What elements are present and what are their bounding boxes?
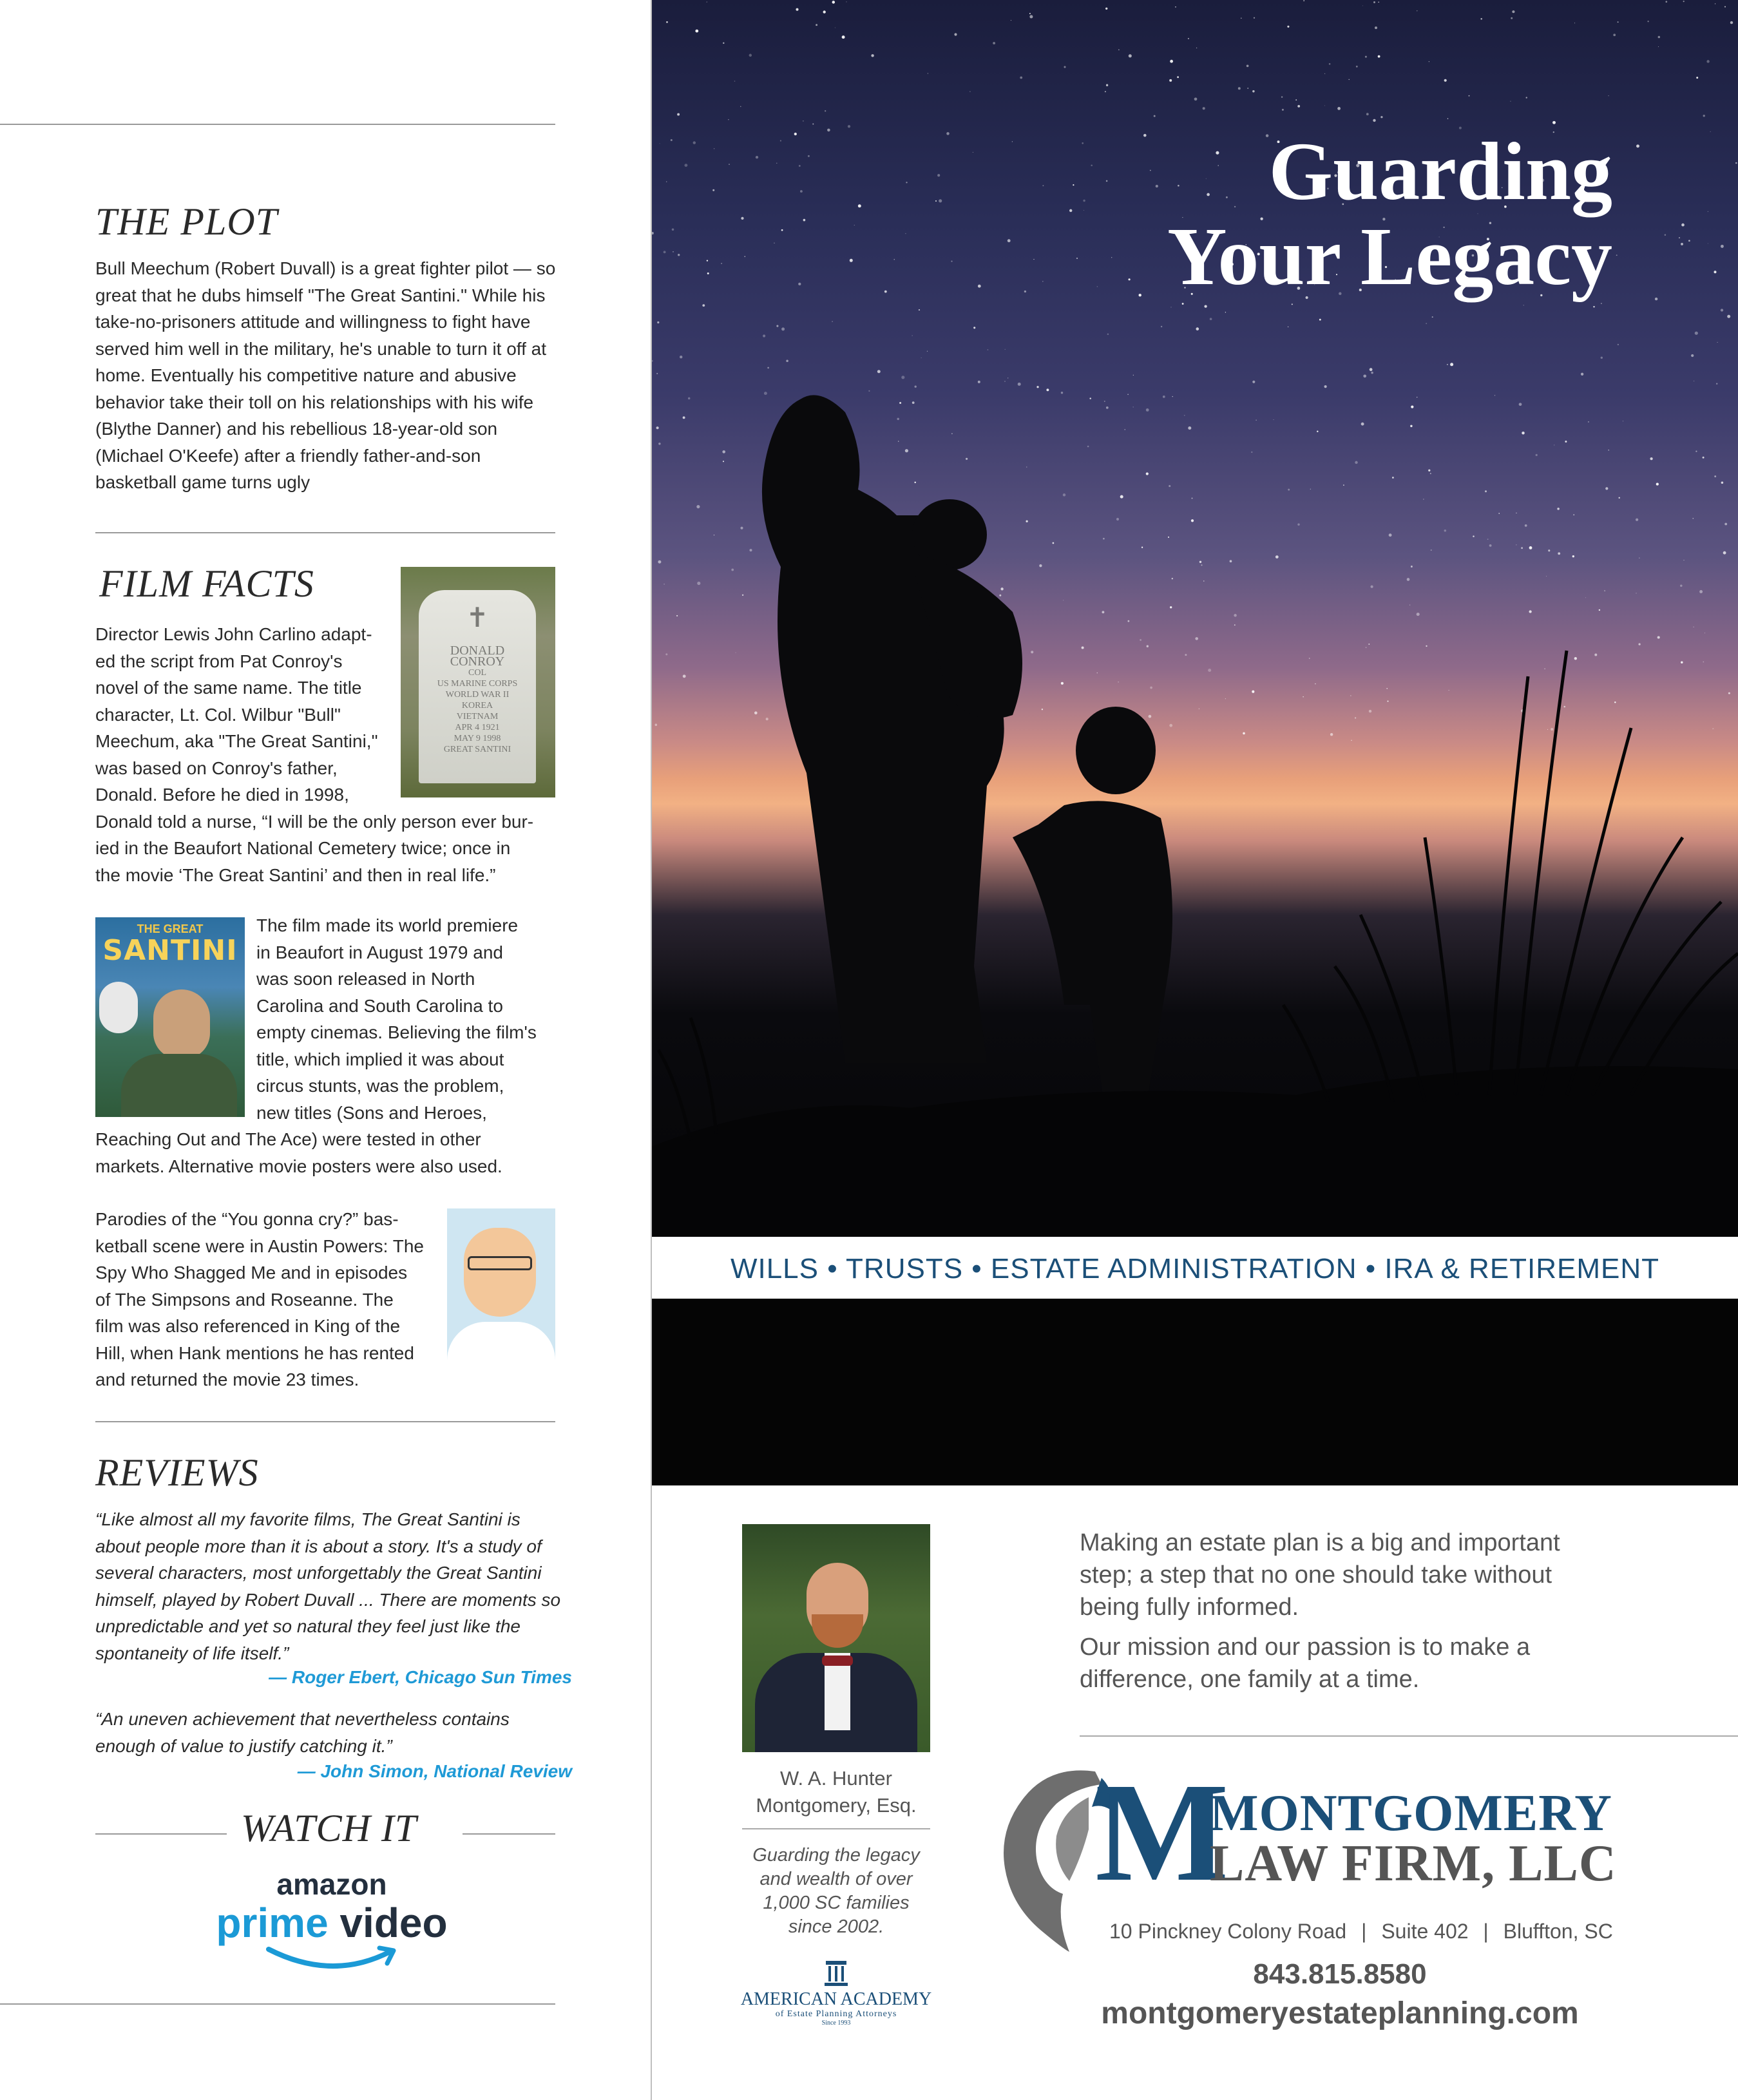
hero-headline: Guarding Your Legacy [1167,126,1612,302]
hank-hill-cartoon [447,1208,555,1385]
bottom-divider [0,2003,555,2005]
plot-heading: THE PLOT [95,200,278,243]
firm-name-line-2: LAW FIRM, LLC [1210,1835,1617,1892]
review-1: “Like almost all my favorite films, The Great Santini is about people more than it is about a story. It's a study of several characters, most unforgettably the Great Santini himself, played by Robert Duvall ... There are moments so unpredictable and yet so natural they feel just like the spontaneity of life itself.” [95,1509,561,1663]
prime-logo-prime-video: prime video [216,1900,448,1946]
reviews-heading: REVIEWS [95,1451,259,1494]
review-2: “An uneven achievement that nevertheless contains enough of value to justify catching it.” [95,1709,510,1756]
plot-text: Bull Meechum (Robert Duvall) is a great fighter pilot — so great that he dubs himself "The Great Santini." While his take-no-prisoners attitude and willingness to fight have served him well in the military, he's unable to turn it off at home. Eventually his competitive nature and abusive behavior take their toll on his relationships with his wife (Blythe Danner) and his rebellious 18-year-old son (Michael O'Keefe) after a friendly father-and-son basketball game turns ugly [95,258,556,492]
firm-initial: M [1095,1753,1229,1911]
black-band [652,1299,1738,1485]
mission-divider [1080,1735,1738,1737]
film-facts-heading: FILM FACTS [99,562,314,605]
film-facts-paragraph-1: Director Lewis John Carlino adapt- ed the script from Pat Conroy's novel of the same name. The title character, Lt. Col. Wilbur "Bull" Meechum, aka "The Great Santini," was based on Conroy's father, Donald. Before he died in 1998, Donald told a nurse, “I will be the only person ever bur- ied in the Beaufort National Cemetery twice; once in the movie ‘The Great Santini’ and then in real life.” [95,624,534,885]
prime-video-logo[interactable] [206,1868,457,1978]
firm-address: 10 Pinckney Colony Road | Suite 402 | Bluffton, SC [1109,1920,1613,1943]
services-banner: WILLS • TRUSTS • ESTATE ADMINISTRATION • IRA & RETIREMENT [652,1239,1738,1299]
amazon-smile-icon [261,1943,403,1975]
review-2-attribution: — John Simon, National Review [297,1761,572,1781]
prime-logo-amazon: amazon [276,1867,387,1901]
watch-divider-right [463,1833,555,1835]
pillar-icon [823,1960,849,1987]
american-academy-logo: AMERICAN ACADEMY of Estate Planning Attorneys Since 1993 [720,1960,952,2027]
mission-paragraph-2: Our mission and our passion is to make a difference, one family at a time. [1080,1634,1531,1693]
review-1-attribution: — Roger Ebert, Chicago Sun Times [269,1667,572,1687]
gravestone-inscription: DONALD CONROY COL US MARINE CORPS WORLD WAR II KOREA VIETNAM APR 4 1921 MAY 9 1998 GREAT SANTINI [437,644,518,754]
poster-title-main: SANTINI [102,934,238,967]
watch-it-heading: WATCH IT [241,1807,417,1849]
cross-icon: ✝ [466,604,489,633]
attorney-tagline: Guarding the legacy and wealth of over 1,000 SC families since 2002. [752,1845,920,1937]
cartoon-head [464,1228,536,1317]
bow-tie [822,1656,853,1666]
attorney-name: W. A. Hunter Montgomery, Esq. [756,1767,917,1817]
firm-website[interactable]: montgomeryestateplanning.com [1101,1996,1579,2030]
watch-divider-left [95,1833,227,1835]
mission-block [1080,1527,1608,1695]
poster-title-top: THE GREAT [137,922,204,935]
film-facts-paragraph-2: The film made its world premiere in Beaufort in August 1979 and was soon released in North Carolina and South Carolina to empty cinemas. Believing the film's title, which implied it was about circus stunts, was the problem, new titles (Sons and Heroes, Reaching Out and The Ace) were tested in other markets. Alternative movie posters were also used. [95,915,537,1176]
firm-name-line-1: MONTGOMERY [1210,1785,1612,1842]
facts-divider [95,1421,555,1422]
mission-paragraph-1: Making an estate plan is a big and important step; a step that no one should take without being fully informed. [1080,1529,1560,1621]
attorney-divider [742,1828,930,1829]
attorney-beard [812,1614,863,1648]
firm-phone[interactable]: 843.815.8580 [1253,1958,1427,1990]
attorney-photo [742,1524,930,1752]
top-divider [0,124,555,125]
cartoon-shirt [447,1322,555,1385]
hero-image [652,0,1738,1237]
film-facts-paragraph-3: Parodies of the “You gonna cry?” bas- ketball scene were in Austin Powers: The Spy Who Shagged Me and in episodes of The Simpsons and Roseanne. The film was also referenced in King of the Hill, when Hank mentions he has rented and returned the movie 23 times. [95,1209,424,1389]
cartoon-glasses [468,1256,532,1270]
plot-divider [95,532,555,533]
